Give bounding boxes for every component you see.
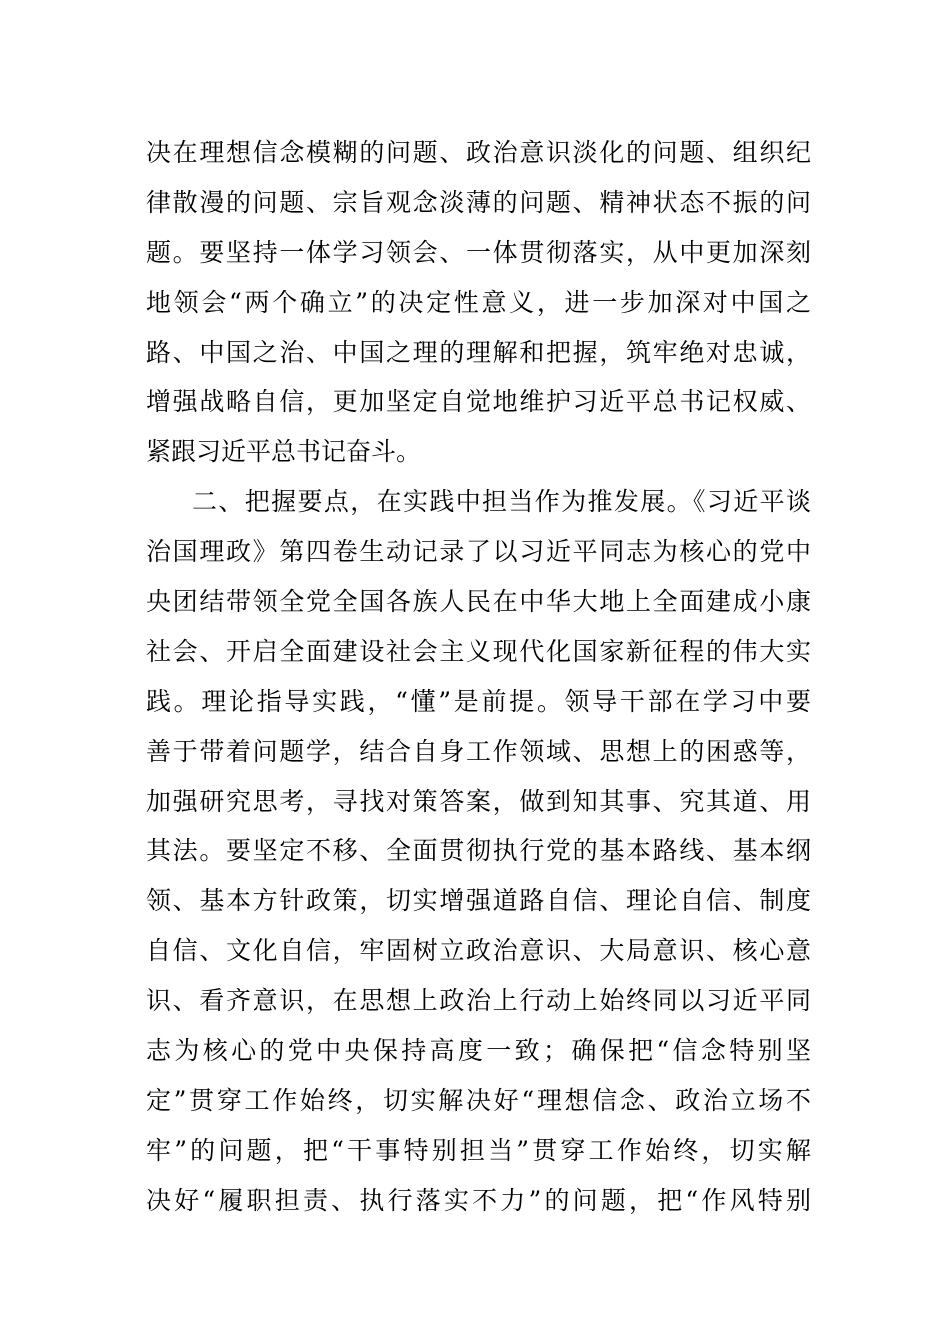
text-line: 社会、开启全面建设社会主义现代化国家新征程的伟大实: [146, 636, 811, 666]
section-heading-line: 二、把握要点，在实践中担当作为推发展。《习近平谈: [192, 487, 811, 517]
text-line: 紧跟习近平总书记奋斗。: [146, 437, 422, 467]
text-line: 地领会“两个确立”的决定性意义，进一步加深对中国之: [146, 287, 811, 317]
text-line: 加强研究思考，寻找对策答案，做到知其事、究其道、用: [146, 786, 811, 816]
text-line: 其法。要坚定不移、全面贯彻执行党的基本路线、基本纲: [146, 836, 811, 866]
text-line: 自信、文化自信，牢固树立政治意识、大局意识、核心意: [146, 936, 811, 966]
text-line: 定”贯穿工作始终，切实解决好“理想信念、政治立场不: [146, 1085, 811, 1115]
text-line: 志为核心的党中央保持高度一致；确保把“信念特别坚: [146, 1036, 811, 1066]
text-line: 牢”的问题，把“干事特别担当”贯穿工作始终，切实解: [146, 1135, 811, 1165]
text-line: 识、看齐意识，在思想上政治上行动上始终同以习近平同: [146, 986, 811, 1016]
text-line: 善于带着问题学，结合自身工作领域、思想上的困惑等，: [146, 736, 811, 766]
text-line: 央团结带领全党全国各族人民在中华大地上全面建成小康: [146, 587, 811, 617]
body-text: [146, 128, 811, 1226]
text-line: 决好“履职担责、执行落实不力”的问题，把“作风特别: [146, 1185, 811, 1215]
text-line: 路、中国之治、中国之理的理解和把握，筑牢绝对忠诚，: [146, 337, 811, 367]
text-line: 领、基本方针政策，切实增强道路自信、理论自信、制度: [146, 886, 811, 916]
text-line: 决在理想信念模糊的问题、政治意识淡化的问题、组织纪: [146, 138, 811, 167]
text-line: 增强战略自信，更加坚定自觉地维护习近平总书记权威、: [146, 387, 811, 417]
text-line: 治国理政》第四卷生动记录了以习近平同志为核心的党中: [146, 537, 811, 567]
text-line: 践。理论指导实践，“懂”是前提。领导干部在学习中要: [146, 686, 811, 716]
text-line: 律散漫的问题、宗旨观念淡薄的问题、精神状态不振的问: [146, 187, 811, 217]
text-line: 题。要坚持一体学习领会、一体贯彻落实，从中更加深刻: [146, 237, 811, 267]
